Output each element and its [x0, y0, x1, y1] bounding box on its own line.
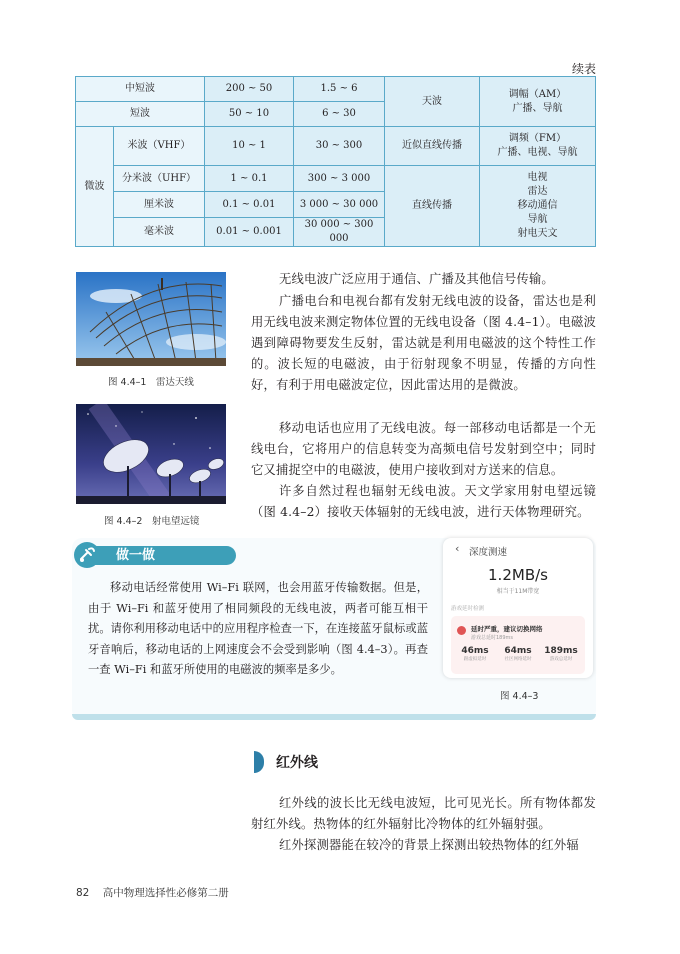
- latency-card: [451, 616, 585, 674]
- activity-bottom-rule: [72, 714, 596, 720]
- wave-band-table: [75, 76, 596, 247]
- speed-sub: 相当于11M带宽: [496, 588, 540, 595]
- band-name: 米波（VHF）: [114, 127, 205, 166]
- back-icon: ‹: [455, 542, 460, 555]
- frequency-cell: 30 000 ~ 300 000: [294, 218, 385, 247]
- band-name: 短波: [76, 102, 205, 127]
- propagation-cell: 天波: [385, 77, 480, 127]
- use-line: 射电天文: [517, 228, 558, 239]
- body-paragraph: 广播电台和电视台都有发射无线电波的设备，雷达也是利用无线电波来测定物体位置的无线电设备（图 4.4–1）。电磁波遇到障碍物要发生反射，雷达就是利用电磁波的这个特性工作的。波长短的电磁波，由于衍射现象不明显，传播的方向性好，有利于用电磁波定位，因此雷达用的是微波。: [251, 294, 596, 392]
- stat-value: 64ms: [504, 646, 532, 656]
- activity-header: [72, 542, 242, 568]
- body-paragraph: 无线电波广泛应用于通信、广播及其他信号传输。: [279, 272, 554, 286]
- activity-text: 移动电话经常使用 Wi–Fi 联网，也会用蓝牙传输数据。但是，由于 Wi–Fi 和蓝牙使用了相同频段的无线电波，两者可能互相干扰。请你利用移动电话中的应用程序检查一下，在连接蓝牙鼠标或蓝牙音响后，移动电话的上网速度会不会受到影响（图 4.4–3）。再查一查 Wi–Fi 和蓝牙所使用的电磁波的频率是多少。: [88, 581, 428, 676]
- frequency-cell: 30 ~ 300: [294, 127, 385, 166]
- frequency-cell: 6 ~ 30: [294, 102, 385, 127]
- body-paragraph: 许多自然过程也辐射无线电波。天文学家用射电望远镜（图 4.4–2）接收天体辐射的无线电波，进行天体物理研究。: [251, 484, 596, 519]
- wavelength-cell: 200 ~ 50: [205, 77, 294, 102]
- speed-value: 1.2MB/s: [488, 566, 548, 584]
- use-line: 调幅（AM）: [508, 88, 567, 100]
- latency-stat: [541, 646, 581, 662]
- latency-warning: 延时严重，建议切换网络: [471, 625, 543, 633]
- activity-icon: [74, 542, 100, 568]
- continued-label: 续表: [571, 62, 596, 76]
- section-marker: [254, 751, 264, 773]
- radio-telescope-image: [76, 404, 226, 504]
- frequency-cell: 1.5 ~ 6: [294, 77, 385, 102]
- stat-value: 189ms: [544, 646, 578, 656]
- use-line: 雷达: [527, 186, 548, 197]
- stat-label: 游戏总延时: [549, 657, 573, 662]
- latency-warning-sub: 游戏总延时189ms: [471, 635, 514, 641]
- stat-label: 社区网络延时: [504, 657, 532, 662]
- use-cell: [480, 127, 596, 166]
- section-title: 红外线: [276, 755, 318, 771]
- latency-stat: [498, 646, 538, 662]
- speed-test-screenshot: [443, 538, 593, 678]
- use-cell: [480, 166, 596, 247]
- use-line: 广播、电视、导航: [497, 147, 578, 158]
- figure-caption: 图 4.4–3: [500, 691, 539, 702]
- body-paragraph: 红外探测器能在较冷的背景上探测出较热物体的红外辐: [279, 838, 579, 852]
- wavelength-cell: 1 ~ 0.1: [205, 166, 294, 192]
- frequency-cell: 300 ~ 3 000: [294, 166, 385, 192]
- frequency-cell: 3 000 ~ 30 000: [294, 192, 385, 218]
- page-number: 82: [76, 887, 90, 899]
- book-title: 高中物理选择性必修第二册: [102, 887, 229, 899]
- band-name: 分米波（UHF）: [114, 166, 205, 192]
- activity-title: 做一做: [116, 548, 156, 563]
- wavelength-cell: 0.1 ~ 0.01: [205, 192, 294, 218]
- latency-stat: [455, 646, 495, 662]
- latency-section-label: 游戏延时检测: [451, 606, 485, 612]
- microwave-label: 微波: [76, 127, 114, 247]
- body-paragraph: 红外线的波长比无线电波短，比可见光长。所有物体都发射红外线。热物体的红外辐射比冷物体的红外辐射强。: [251, 796, 596, 831]
- figure-caption: 图 4.4–2 射电望远镜: [104, 516, 200, 527]
- use-line: 移动通信: [517, 200, 558, 211]
- use-line: 导航: [527, 214, 548, 225]
- use-line: 广播、导航: [512, 102, 563, 114]
- radar-antenna-image: [76, 272, 226, 366]
- use-cell: [480, 77, 596, 127]
- propagation-cell: 直线传播: [385, 166, 480, 247]
- band-name: 中短波: [76, 77, 205, 102]
- stat-label: 跟虚拟延时: [463, 657, 487, 662]
- body-paragraph: 移动电话也应用了无线电波。每一部移动电话都是一个无线电台，它将用户的信息转变为高频电信号发射到空中；同时它又捕捉空中的电磁波，使用户接收到对方送来的信息。: [251, 421, 596, 477]
- propagation-cell: 近似直线传播: [385, 127, 480, 166]
- wavelength-cell: 0.01 ~ 0.001: [205, 218, 294, 247]
- use-line: 调频（FM）: [508, 133, 567, 144]
- stat-value: 46ms: [461, 646, 489, 656]
- wavelength-cell: 10 ~ 1: [205, 127, 294, 166]
- band-name: 毫米波: [114, 218, 205, 247]
- wavelength-cell: 50 ~ 10: [205, 102, 294, 127]
- band-name: 厘米波: [114, 192, 205, 218]
- phone-title: 深度测速: [469, 547, 508, 558]
- figure-caption: 图 4.4–1 雷达天线: [108, 377, 194, 388]
- use-line: 电视: [527, 172, 548, 183]
- page-footer: [76, 885, 229, 900]
- tool-icon: [74, 542, 100, 568]
- warning-icon: [457, 626, 466, 635]
